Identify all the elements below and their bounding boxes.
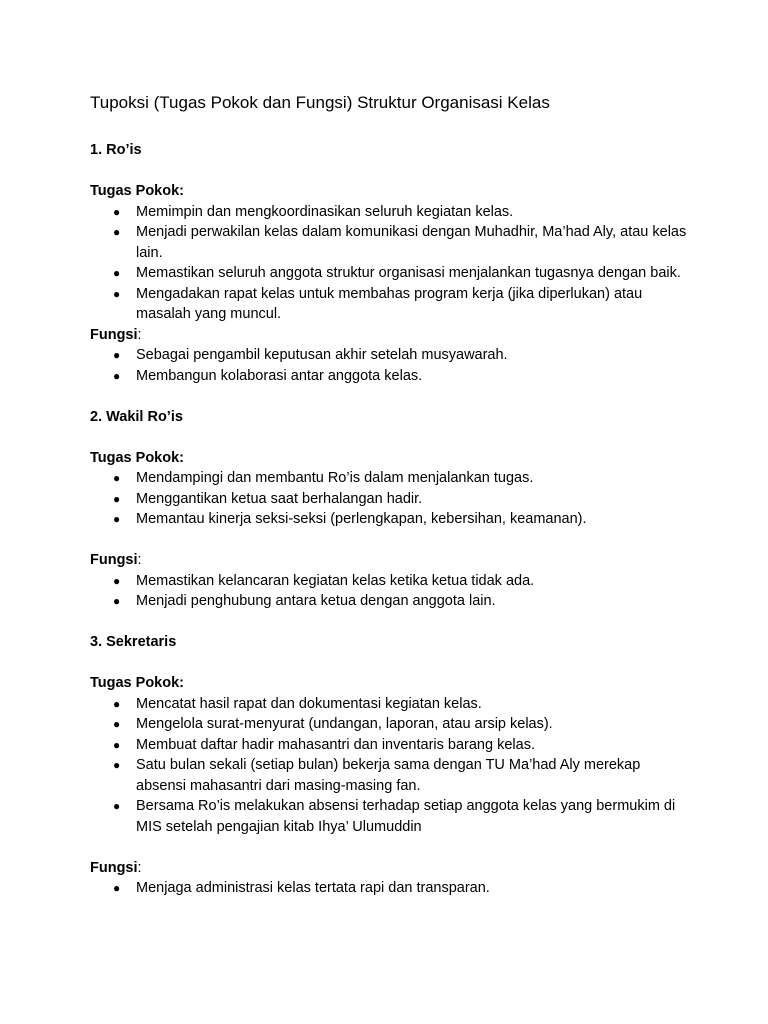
fungsi-list (90, 345, 690, 386)
section-wakil-rois (90, 407, 690, 612)
spacer (90, 386, 690, 407)
fungsi-list (90, 571, 690, 612)
section-heading: 3. Sekretaris (90, 634, 177, 650)
tugas-pokok-list (90, 694, 690, 838)
bullet-icon: ● (113, 881, 121, 895)
list-item: ● Mengelola surat-menyurat (undangan, laporan, atau arsip kelas). (90, 714, 690, 735)
fungsi-label: Fungsi: (90, 552, 142, 568)
list-item: ● Membuat daftar hadir mahasantri dan inventaris barang kelas. (90, 735, 690, 756)
list-item: ● Satu bulan sekali (setiap bulan) bekerja sama dengan TU Ma’had Aly merekap absensi mahasantri dari masing-masing fan. (113, 757, 641, 794)
section-heading: 2. Wakil Ro’is (90, 408, 183, 425)
fungsi-list (90, 878, 690, 899)
bullet-icon: ● (113, 368, 121, 383)
list-item: ● Mendampingi dan membantu Ro’is dalam menjalankan tugas. (90, 468, 690, 489)
list-item: ● Membangun kolaborasi antar anggota kelas. (90, 366, 690, 387)
document-page (90, 90, 690, 899)
bullet-icon: ● (113, 204, 121, 219)
bullet-icon: ● (113, 471, 121, 485)
list-item: ● Menjaga administrasi kelas tertata rapi dan transparan. (90, 878, 690, 899)
tugas-pokok-label: Tugas Pokok: (90, 183, 184, 199)
bullet-icon: ● (113, 225, 121, 239)
bullet-icon: ● (113, 573, 121, 588)
bullet-icon: ● (113, 758, 121, 772)
bullet-icon: ● (113, 348, 121, 362)
tugas-pokok-list (90, 468, 690, 530)
document-title: Tupoksi (Tugas Pokok dan Fungsi) Struktur Organisasi Kelas (90, 93, 550, 112)
bullet-icon: ● (113, 696, 121, 711)
list-item: ● Menjadi perwakilan kelas dalam komunikasi dengan Muhadhir, Ma’had Aly, atau kelas lain. (113, 224, 687, 261)
bullet-icon: ● (113, 799, 121, 813)
spacer (90, 530, 690, 551)
list-item: ● Memimpin dan mengkoordinasikan seluruh kegiatan kelas. (90, 202, 690, 223)
list-item: ● Memantau kinerja seksi-seksi (perlengkapan, kebersihan, keamanan). (90, 509, 690, 530)
section-rois (90, 140, 690, 386)
tugas-pokok-label: Tugas Pokok: (90, 675, 184, 691)
list-item: ● Memastikan kelancaran kegiatan kelas ketika ketua tidak ada. (90, 571, 690, 592)
spacer (90, 612, 690, 633)
list-item: ● Menjadi penghubung antara ketua dengan anggota lain. (90, 591, 690, 612)
bullet-icon: ● (113, 594, 121, 608)
bullet-icon: ● (113, 491, 121, 506)
tugas-pokok-label: Tugas Pokok: (90, 449, 184, 466)
list-item: ● Memastikan seluruh anggota struktur organisasi menjalankan tugasnya dengan baik. (90, 263, 690, 284)
list-item: ● Bersama Ro’is melakukan absensi terhadap setiap anggota kelas yang bermukim di MIS setelah pengajian kitab Ihya’ Ulumuddin (113, 798, 676, 835)
bullet-icon: ● (113, 286, 121, 301)
section-sekretaris (90, 632, 690, 899)
spacer (90, 837, 690, 858)
tugas-pokok-list (90, 202, 690, 325)
fungsi-label: Fungsi: (90, 859, 142, 876)
fungsi-label: Fungsi: (90, 326, 142, 343)
list-item: ● Sebagai pengambil keputusan akhir setelah musyawarah. (90, 345, 690, 366)
bullet-icon: ● (113, 737, 121, 752)
list-item: ● Mencatat hasil rapat dan dokumentasi kegiatan kelas. (90, 694, 690, 715)
list-item: ● Mengadakan rapat kelas untuk membahas program kerja (jika diperlukan) atau masalah yang muncul. (113, 285, 643, 322)
section-heading: 1. Ro’is (90, 142, 142, 158)
bullet-icon: ● (113, 266, 121, 280)
list-item: ● Menggantikan ketua saat berhalangan hadir. (90, 489, 690, 510)
bullet-icon: ● (113, 717, 121, 731)
bullet-icon: ● (113, 512, 121, 526)
